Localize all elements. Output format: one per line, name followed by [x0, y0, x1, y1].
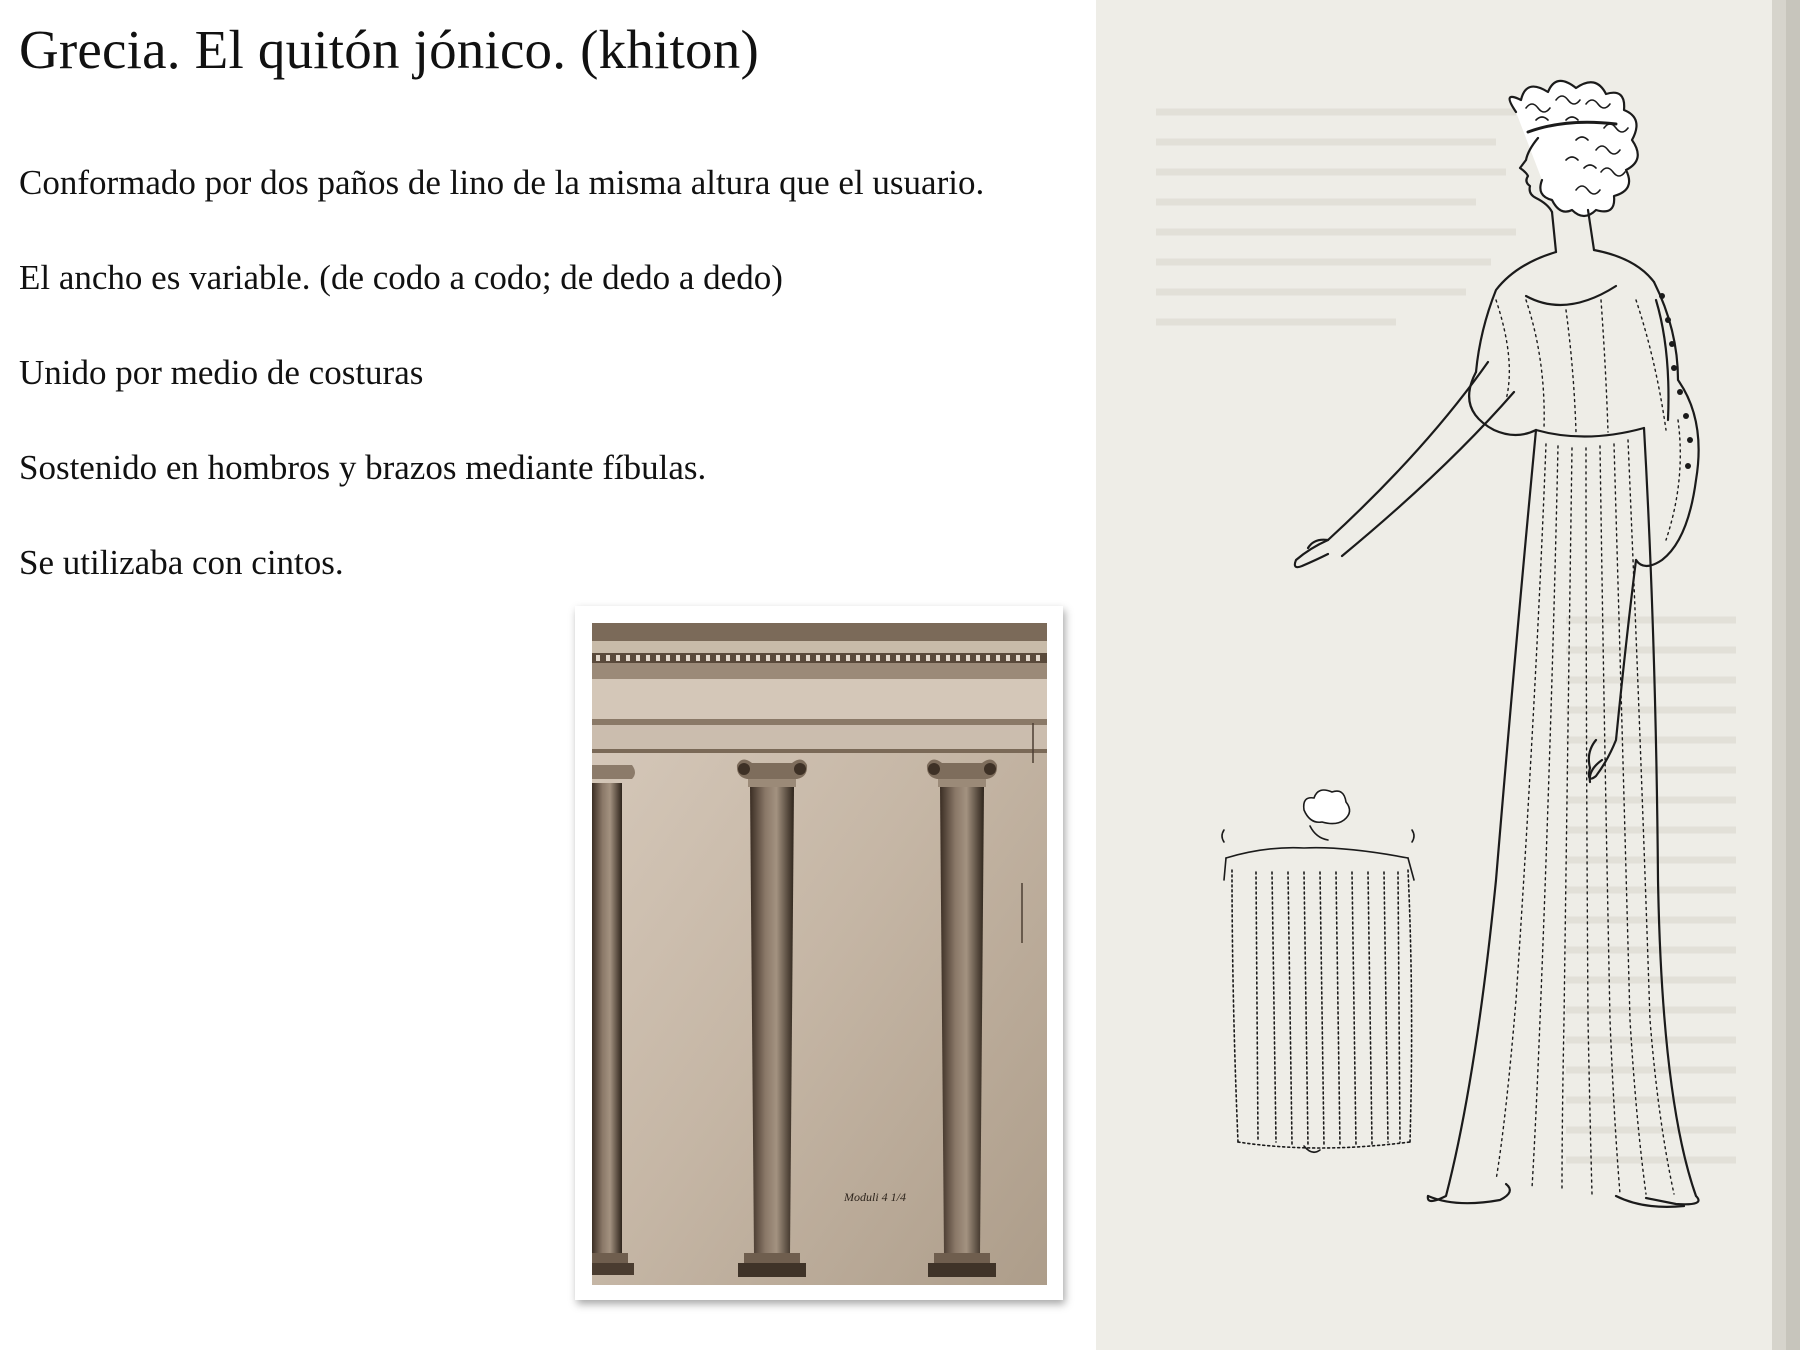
bullet-item: El ancho es variable. (de codo a codo; de dedo a dedo) — [19, 258, 783, 297]
ionic-columns-photo — [575, 606, 1063, 1300]
chiton-drawing — [1096, 0, 1800, 1350]
slide-title: Grecia. El quitón jónico. (khiton) — [19, 19, 759, 80]
bullet-item: Sostenido en hombros y brazos mediante fíbulas. — [19, 448, 707, 487]
bullet-item: Unido por medio de costuras — [19, 353, 424, 392]
photo-caption: Moduli 4 1/4 — [844, 1190, 906, 1204]
bullet-item: Conformado por dos paños de lino de la misma altura que el usuario. — [19, 163, 985, 202]
ionic-columns-image — [592, 623, 1047, 1285]
bullet-list — [19, 162, 984, 637]
bullet-item: Se utilizaba con cintos. — [19, 543, 344, 582]
